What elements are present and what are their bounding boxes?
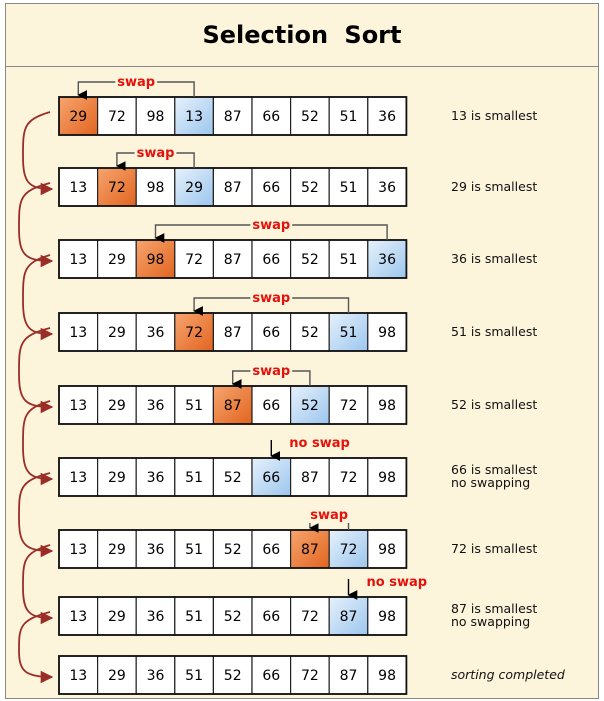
cell-value: 36 [146, 668, 165, 684]
cell-value: 51 [185, 609, 204, 625]
cell-value: 52 [223, 609, 242, 625]
cell-value: 66 [262, 668, 281, 684]
cell-value: 72 [107, 180, 126, 196]
cell-value: 98 [378, 542, 397, 558]
step-connector-arrow [19, 473, 52, 551]
cell-value: 51 [185, 470, 204, 486]
cell-value: 52 [223, 668, 242, 684]
cell-value: 72 [107, 109, 126, 125]
swap-label: swap [136, 146, 175, 161]
sort-step-row [59, 656, 565, 694]
step-note: 13 is smallest [451, 108, 538, 123]
cell-value: 52 [300, 180, 319, 196]
cell-value: 66 [262, 398, 281, 414]
sort-step-row [59, 575, 537, 635]
cell-value: 13 [69, 398, 88, 414]
step-note: 66 is smallest [451, 462, 538, 477]
cell-value: 66 [262, 325, 281, 341]
cell-value: 87 [223, 252, 242, 268]
cell-value: 51 [185, 542, 204, 558]
cell-value: 52 [300, 109, 319, 125]
cell-value: 29 [107, 470, 126, 486]
cell-value: 13 [69, 609, 88, 625]
cell-value: 72 [185, 252, 204, 268]
cell-value: 52 [223, 470, 242, 486]
swap-label: swap [252, 218, 291, 233]
cell-value: 87 [339, 609, 358, 625]
cell-value: 98 [378, 668, 397, 684]
cell-value: 29 [185, 180, 204, 196]
cell-value: 98 [378, 398, 397, 414]
step-connector-arrow [23, 112, 52, 189]
cell-value: 36 [378, 109, 397, 125]
cell-value: 13 [69, 542, 88, 558]
cell-value: 87 [223, 180, 242, 196]
sort-step-row [59, 75, 537, 135]
cell-value: 36 [146, 325, 165, 341]
cell-value: 29 [107, 542, 126, 558]
cell-value: 87 [223, 109, 242, 125]
cell-value: 98 [378, 325, 397, 341]
cell-value: 36 [378, 180, 397, 196]
cell-value: 66 [262, 542, 281, 558]
cell-value: 13 [69, 252, 88, 268]
step-note: sorting completed [451, 667, 565, 682]
swap-label: swap [252, 364, 291, 379]
cell-value: 87 [339, 668, 358, 684]
cell-value: 36 [146, 609, 165, 625]
cell-value: 98 [378, 609, 397, 625]
cell-value: 72 [339, 470, 358, 486]
cell-value: 29 [69, 109, 88, 125]
cell-value: 29 [107, 252, 126, 268]
cell-value: 13 [69, 325, 88, 341]
step-connector-arrow [19, 328, 52, 407]
cell-value: 29 [107, 609, 126, 625]
cell-value: 72 [339, 542, 358, 558]
step-note: 36 is smallest [451, 251, 538, 266]
cell-value: 72 [185, 325, 204, 341]
cell-value: 29 [107, 325, 126, 341]
sort-step-row [59, 218, 537, 278]
cell-value: 52 [300, 252, 319, 268]
swap-label: swap [252, 291, 291, 306]
cell-value: 87 [300, 470, 319, 486]
cell-value: 29 [107, 668, 126, 684]
step-connectors [19, 112, 52, 677]
step-connector-arrow [23, 401, 52, 479]
no-swap-label: no swap [289, 436, 350, 451]
sort-step-row [59, 146, 537, 206]
cell-value: 36 [146, 398, 165, 414]
cell-value: 13 [69, 180, 88, 196]
cell-value: 72 [339, 398, 358, 414]
step-note: no swapping [451, 614, 531, 629]
cell-value: 51 [185, 668, 204, 684]
cell-value: 51 [339, 109, 358, 125]
sort-step-row [59, 364, 537, 424]
swap-label: swap [117, 75, 156, 90]
step-note: 29 is smallest [451, 179, 538, 194]
cell-value: 36 [146, 542, 165, 558]
cell-value: 51 [339, 325, 358, 341]
cell-value: 87 [223, 325, 242, 341]
sort-step-row [59, 291, 537, 351]
step-note: 52 is smallest [451, 397, 538, 412]
no-swap-label: no swap [366, 575, 428, 590]
cell-value: 66 [262, 180, 281, 196]
step-connector-arrow [19, 183, 52, 261]
cell-value: 29 [107, 398, 126, 414]
cell-value: 98 [146, 109, 165, 125]
cell-value: 52 [300, 325, 319, 341]
page-title: Selection Sort [202, 21, 402, 49]
swap-label: swap [310, 508, 349, 523]
sort-steps [59, 75, 565, 694]
cell-value: 51 [339, 180, 358, 196]
cell-value: 72 [300, 668, 319, 684]
step-connector-arrow [19, 612, 52, 677]
cell-value: 51 [185, 398, 204, 414]
cell-value: 36 [146, 470, 165, 486]
cell-value: 13 [69, 668, 88, 684]
cell-value: 13 [69, 470, 88, 486]
step-note: 87 is smallest [451, 601, 538, 616]
cell-value: 52 [223, 542, 242, 558]
cell-value: 66 [262, 609, 281, 625]
sort-step-row [59, 436, 537, 496]
cell-value: 36 [378, 252, 397, 268]
cell-value: 72 [300, 609, 319, 625]
step-connector-arrow [23, 545, 52, 618]
cell-value: 98 [378, 470, 397, 486]
sort-step-row [59, 508, 537, 568]
cell-value: 52 [300, 398, 319, 414]
cell-value: 51 [339, 252, 358, 268]
step-note: no swapping [451, 475, 531, 490]
cell-value: 98 [146, 180, 165, 196]
step-note: 51 is smallest [451, 324, 538, 339]
cell-value: 87 [223, 398, 242, 414]
cell-value: 66 [262, 470, 281, 486]
step-connector-arrow [23, 255, 52, 334]
cell-value: 13 [185, 109, 204, 125]
step-note: 72 is smallest [451, 541, 538, 556]
cell-value: 98 [146, 252, 165, 268]
cell-value: 66 [262, 252, 281, 268]
cell-value: 87 [300, 542, 319, 558]
cell-value: 66 [262, 109, 281, 125]
